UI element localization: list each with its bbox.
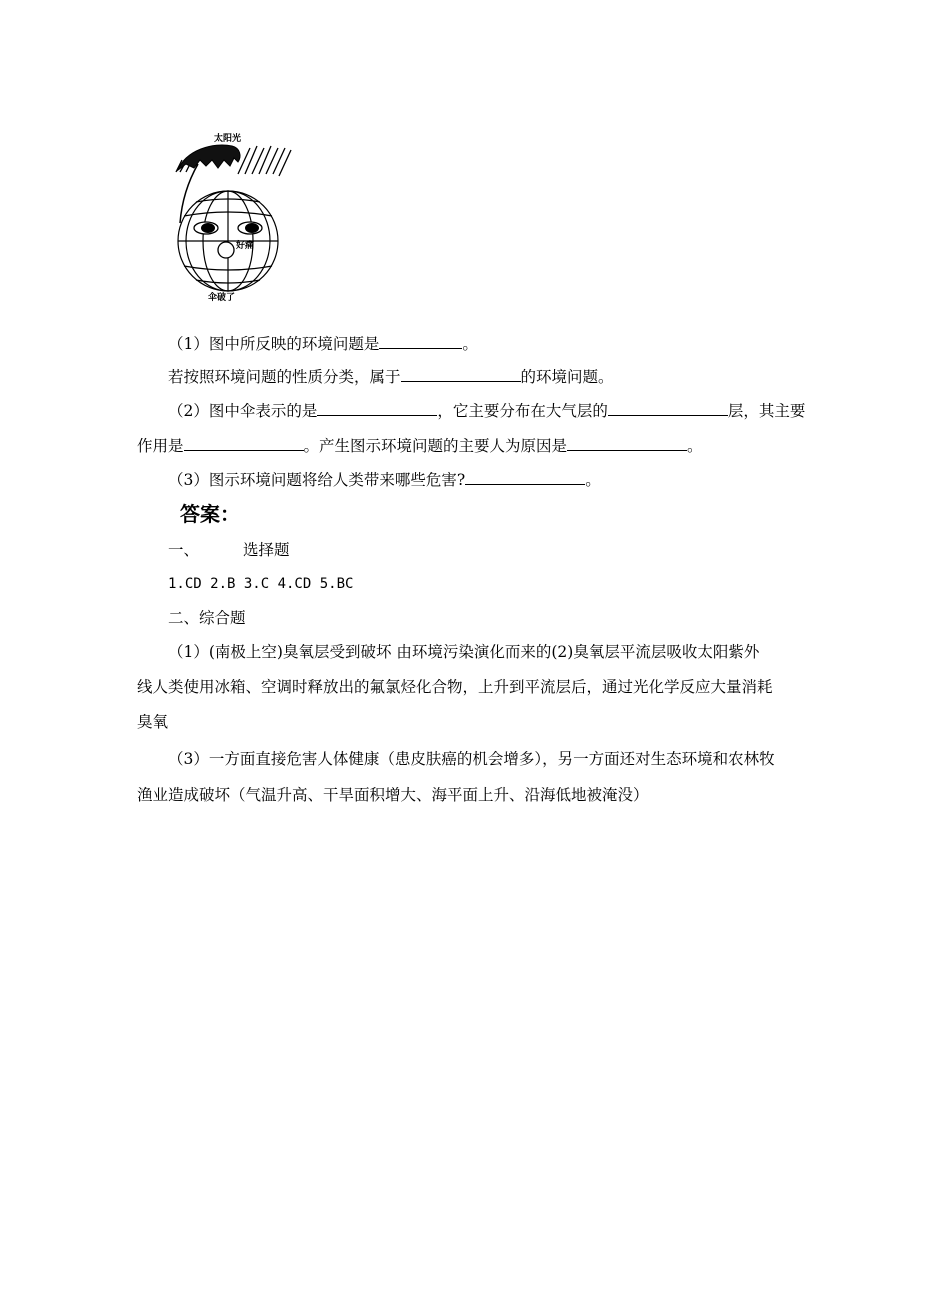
globe-icon (178, 191, 278, 291)
label-umbrella-broken: 伞破了 (208, 293, 236, 303)
answers-heading: 答案： (180, 502, 240, 526)
illustration-svg (168, 128, 298, 303)
answer-blank (401, 366, 521, 382)
answer-blank (184, 435, 304, 451)
question-1: （1）图中所反映的环境问题是 。 (168, 335, 478, 353)
umbrella-icon (178, 145, 240, 170)
choice-answers: 1.CD 2.B 3.C 4.CD 5.BC (168, 576, 354, 592)
answer-1-line-3: 臭氧 (137, 713, 169, 731)
answer-1-line-1: （1）(南极上空)臭氧层受到破坏 由环境污染演化而来的(2)臭氧层平流层吸收太阳紫外 (168, 643, 760, 661)
answer-blank (567, 435, 687, 451)
answer-3-line-1: （3）一方面直接危害人体健康（患皮肤癌的机会增多），另一方面还对生态环境和农林牧 (168, 750, 775, 768)
answer-3-line-2: 渔业造成破坏（气温升高、干旱面积增大、海平面上升、沿海低地被淹没） (137, 786, 649, 804)
question-2: （2）图中伞表示的是 ，它主要分布在大气层的 层，其主要 (168, 402, 806, 420)
question-2b: 作用是 。产生图示环境问题的主要人为原因是 。 (137, 437, 703, 455)
question-1b: 若按照环境问题的性质分类，属于 的环境问题。 (168, 368, 614, 386)
question-3: （3）图示环境问题将给人类带来哪些危害? 。 (168, 471, 601, 489)
label-sunlight: 太阳光 (214, 134, 242, 144)
answer-blank (317, 400, 437, 416)
answer-blank (379, 333, 462, 349)
answer-blank (465, 469, 585, 485)
section-2-title: 二、综合题 (168, 609, 246, 627)
answer-1-line-2: 线人类使用冰箱、空调时释放出的氟氯烃化合物，上升到平流层后，通过光化学反应大量消耗 (137, 678, 773, 696)
face-mouth (218, 242, 234, 258)
answer-blank (608, 400, 728, 416)
section-1-title: 一、 选择题 (168, 541, 290, 559)
ozone-umbrella-illustration (168, 128, 298, 303)
label-ouch: 好痛 (236, 241, 255, 251)
